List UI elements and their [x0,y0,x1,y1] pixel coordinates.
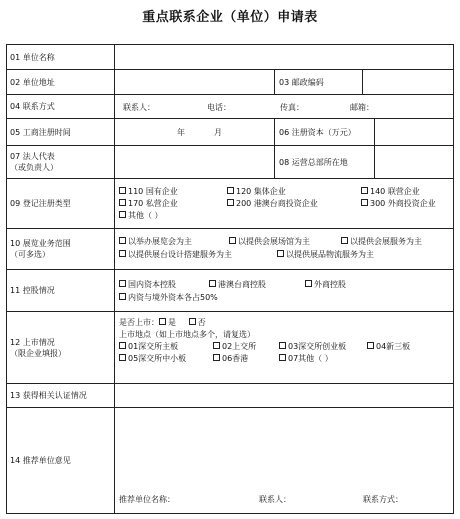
checkbox-icon [277,250,284,257]
label-hq-location: 08 运营总部所在地 [279,158,348,167]
row-registration-time [7,119,453,146]
checkbox-icon [279,342,286,349]
label-exhibition-scope: 10 展览业务范围 （可多选） [7,229,115,269]
checkbox-icon [227,187,234,194]
checkbox-icon [119,211,126,218]
option-domestic-capital[interactable]: 国内资本控股 [119,279,176,290]
option-venues[interactable]: 以提供会展场馆为主 [229,236,310,247]
hq-location-field[interactable] [374,146,453,178]
checkbox-icon [119,199,126,206]
checkbox-icon [119,187,126,194]
label-listing-location: 上市地点（如上市地点多个，请复选） [119,330,255,339]
label-registered-capital: 06 注册资本（万元） [279,128,356,137]
option-sh[interactable]: 02上交所 [213,341,256,352]
row-registration-type [7,179,453,229]
option-sme[interactable]: 05深交所中小板 [119,353,186,364]
option-host-exhibitions[interactable]: 以举办展览会为主 [119,236,192,247]
unit-name-field[interactable] [115,45,453,69]
row-certifications [7,384,453,408]
label-unit-name: 01 单位名称 [7,45,115,69]
checkbox-icon [119,237,126,244]
checkbox-icon [305,280,312,287]
row-exhibition-scope [7,229,453,270]
row-unit-name [7,45,453,70]
label-unit-address: 02 单位地址 [7,70,115,94]
label-listing-status: 12 上市情况 （限企业填报） [7,312,115,383]
label-recommendation: 14 推荐单位意见 [7,408,115,513]
recommendation-field[interactable] [115,408,453,493]
option-other-listing[interactable]: 07其他（ ） [279,353,333,364]
checkbox-icon [367,342,374,349]
checkbox-icon [119,280,126,287]
label-phone: 电话： [207,103,231,112]
label-contact-method: 04 联系方式 [7,95,115,118]
option-state-owned[interactable]: 110 国有企业 [119,186,178,197]
checkbox-yes[interactable] [159,318,166,325]
label-legal-representative: 07 法人代表 （或负责人） [7,146,115,178]
row-unit-address [7,70,453,95]
option-sz-main[interactable]: 01深交所主板 [119,341,178,352]
label-fax: 传真： [280,103,304,112]
option-joint-venture[interactable]: 140 联营企业 [361,186,420,197]
option-hk-macau-taiwan[interactable]: 200 港澳台商投资企业 [227,198,318,209]
option-neeq[interactable]: 04新三板 [367,341,410,352]
checkbox-icon [213,342,220,349]
checkbox-icon [209,280,216,287]
option-foreign[interactable]: 300 外商投资企业 [361,198,436,209]
certifications-field[interactable] [115,384,453,407]
checkbox-icon [229,237,236,244]
checkbox-icon [279,354,286,361]
label-certifications: 13 获得相关认证情况 [7,384,115,407]
option-booth-design[interactable]: 以提供展台设计搭建服务为主 [119,249,232,260]
row-listing-status: 12 上市情况 （限企业填报） 是否上市： 是 否 上市地点（如上市地点多个，请复选） 01深交所主板 02上交所 03深交所创业板 04新三板 05深交所中小板 06香港 07其他（ ） [7,312,453,384]
option-collective[interactable]: 120 集体企业 [227,186,286,197]
label-contact-person: 联系人： [123,103,155,112]
checkbox-icon [213,354,220,361]
option-private[interactable]: 170 私营企业 [119,198,178,209]
option-logistics[interactable]: 以提供展品物流服务为主 [277,249,374,260]
checkbox-icon [361,187,368,194]
checkbox-icon [119,354,126,361]
checkbox-icon [119,293,126,300]
option-chinext[interactable]: 03深交所创业板 [279,341,346,352]
checkbox-icon [227,199,234,206]
row-contact-method [7,95,453,119]
postcode-field[interactable] [362,70,453,94]
label-postcode: 03 邮政编码 [279,78,324,87]
label-email: 邮箱： [350,103,374,112]
row-holding-status [7,270,453,312]
option-half-half[interactable]: 内资与境外资本各占50% [119,292,218,303]
row-recommendation [7,408,453,513]
option-other[interactable]: 其他（ ） [119,210,163,221]
application-form [6,44,454,514]
unit-address-field[interactable] [115,70,274,94]
checkbox-no[interactable] [189,318,196,325]
registered-capital-field[interactable] [374,119,453,145]
label-holding-status: 11 控股情况 [7,270,115,311]
option-foreign-capital[interactable]: 外商控股 [305,279,346,290]
label-month: 月 [214,128,222,137]
label-recommender-method: 联系方式： [363,495,403,504]
checkbox-icon [341,237,348,244]
legal-representative-field[interactable] [115,146,274,178]
label-registration-time: 05 工商注册时间 [7,119,115,145]
checkbox-icon [361,199,368,206]
checkbox-icon [119,342,126,349]
page-title: 重点联系企业（单位）申请表 [142,10,318,25]
checkbox-icon [119,250,126,257]
label-registration-type: 09 登记注册类型 [7,179,115,228]
label-year: 年 [177,128,185,137]
label-recommending-unit: 推荐单位名称： [119,495,175,504]
option-hmt-capital[interactable]: 港澳台商控股 [209,279,266,290]
row-legal-representative [7,146,453,179]
label-listed-question: 是否上市： [119,318,159,327]
option-services[interactable]: 以提供会展服务为主 [341,236,422,247]
option-hk[interactable]: 06香港 [213,353,248,364]
label-recommender-contact: 联系人： [259,495,291,504]
